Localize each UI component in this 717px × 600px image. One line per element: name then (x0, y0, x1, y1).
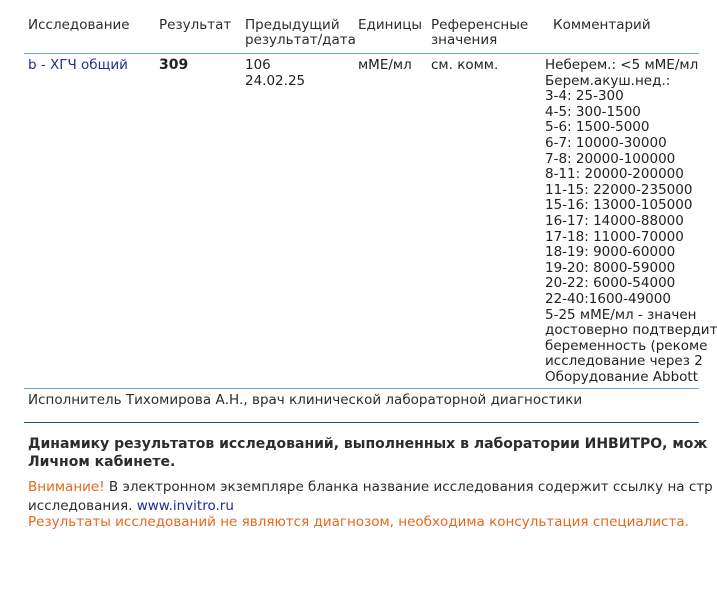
header-previous-line2: результат/дата (245, 32, 356, 48)
comment-line: 22-40:1600-49000 (545, 290, 671, 307)
comment-cell (545, 57, 717, 385)
comment-line: 8-11: 20000-200000 (545, 166, 684, 183)
header-reference-line2: значения (431, 32, 498, 48)
comment-line: 15-16: 13000-105000 (545, 197, 693, 214)
previous-date: 24.02.25 (245, 72, 306, 89)
disclaimer-note: Результаты исследований не являются диагнозом, необходима консультация специалиста. (28, 514, 689, 530)
units-value: мМЕ/мл (358, 57, 412, 73)
header-divider (24, 53, 699, 54)
comment-line: 16-17: 14000-88000 (545, 212, 684, 229)
comment-line: 6-7: 10000-30000 (545, 134, 667, 151)
comment-line: беременность (рекоме (545, 337, 708, 354)
attention-label: Внимание! (28, 479, 105, 495)
comment-line: 18-19: 9000-60000 (545, 244, 676, 261)
comment-line: 20-22: 6000-54000 (545, 275, 676, 292)
comment-line: Неберем.: <5 мМЕ/мл (545, 57, 699, 73)
comment-line: 7-8: 20000-100000 (545, 150, 676, 167)
invitro-link[interactable]: www.invitro.ru (136, 497, 234, 514)
previous-result (245, 58, 305, 89)
reference-value: см. комм. (431, 57, 499, 73)
attention-notice (28, 478, 713, 515)
comment-line: 3-4: 25-300 (545, 88, 624, 105)
comment-line: исследование через 2 (545, 353, 703, 370)
comment-line: 17-18: 11000-70000 (545, 228, 684, 245)
result-value: 309 (159, 57, 189, 73)
header-units: Единицы (358, 17, 423, 33)
header-previous (245, 18, 356, 48)
comment-line: 11-15: 22000-235000 (545, 181, 693, 198)
test-name-link[interactable]: b - ХГЧ общий (28, 57, 128, 73)
header-test: Исследование (28, 17, 130, 33)
dynamics-line2: Личном кабинете. (28, 453, 176, 470)
header-result: Результат (159, 17, 232, 33)
dynamics-line1: Динамику результатов исследований, выполненных в лаборатории ИНВИТРО, мож (28, 436, 708, 452)
comment-line: 4-5: 300-1500 (545, 103, 641, 120)
performer-text: Исполнитель Тихомирова А.Н., врач клинической лабораторной диагностики (28, 392, 583, 408)
header-previous-line1: Предыдущий (245, 17, 340, 33)
dynamics-notice (28, 436, 707, 471)
row-divider (24, 388, 699, 389)
comment-line: 19-20: 8000-59000 (545, 259, 676, 276)
comment-line: 5-25 мМЕ/мл - значен (545, 306, 697, 323)
attention-text1: В электронном экземпляре бланка название исследования содержит ссылку на стр (104, 479, 713, 495)
comment-line: Оборудование Abbott (545, 368, 699, 385)
comment-line: достоверно подтвердит (545, 322, 717, 339)
previous-value: 106 (245, 57, 271, 73)
header-comment: Комментарий (553, 17, 651, 33)
comment-line: 5-6: 1500-5000 (545, 119, 650, 136)
header-reference-line1: Референсные (431, 17, 529, 33)
header-reference (431, 18, 528, 48)
attention-text2: исследования. (28, 497, 137, 514)
section-divider (24, 422, 699, 423)
comment-line: Берем.акуш.нед.: (545, 72, 671, 89)
